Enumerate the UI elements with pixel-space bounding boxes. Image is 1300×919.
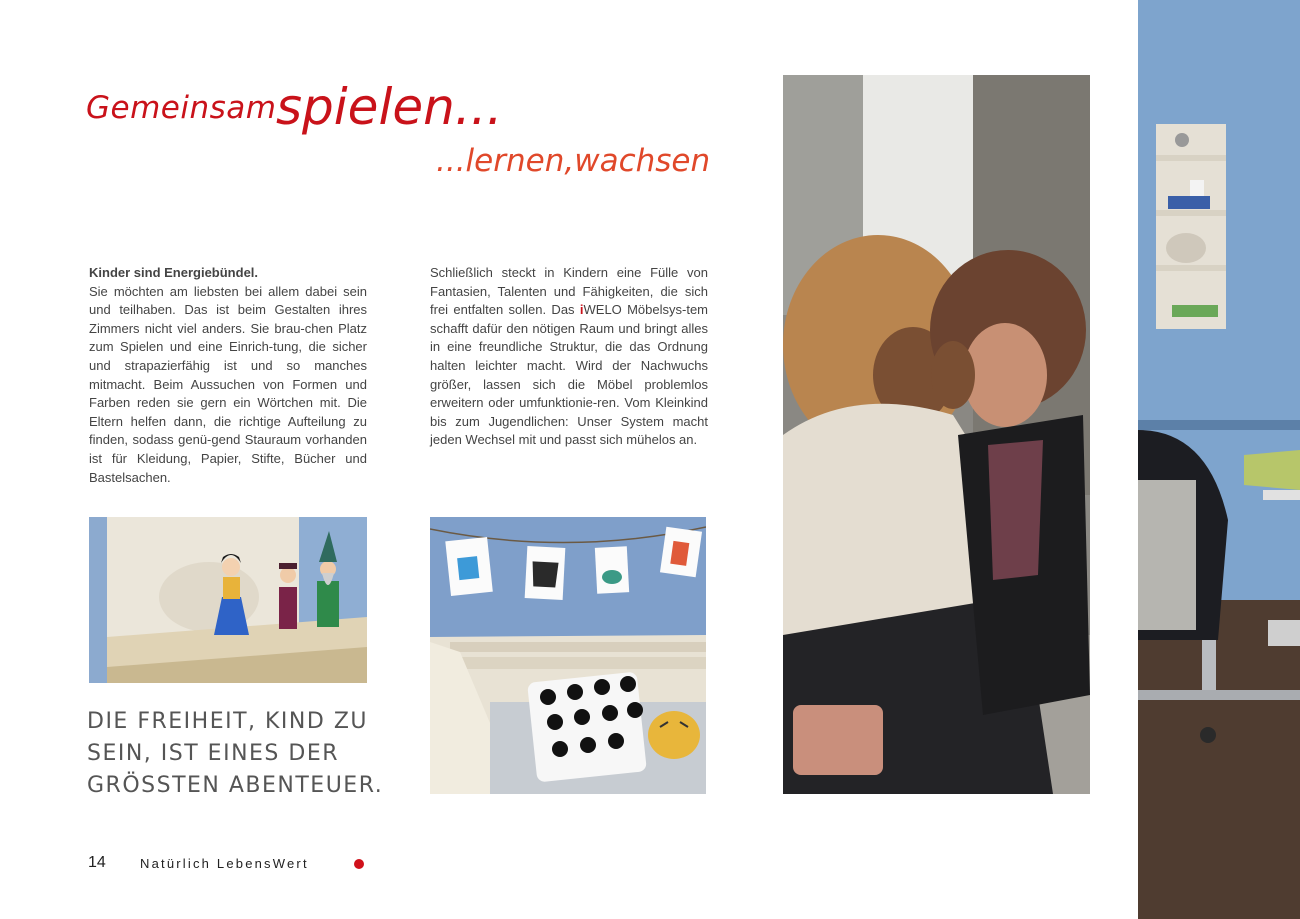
headline-small: Gemeinsam	[86, 90, 277, 126]
body-text-left: Sie möchten am liebsten bei allem dabei sein und teilhaben. Das ist beim Gestalten ihres Zimmers nicht viel anders. Sie brau-chen Platz zum Spielen und eine Einrich-tung, die sicher und strapazierfähig ist und so manches mitmacht. Beim Aussuchen von Formen und Farben reden sie gern ein Wörtchen mit. Die Eltern helfen dann, die richtige Aufteilung zu finden, sodass genü-gend Stauraum vorhanden ist für Kleidung, Papier, Stifte, Bücher und Bastelsachen.	[89, 283, 367, 485]
body-column-left	[89, 264, 367, 487]
headline-sub: ...lernen,wachsen	[436, 143, 711, 179]
page-number: 14	[88, 854, 106, 871]
whispering-illustration	[783, 75, 1090, 794]
photo-toy-figures	[89, 517, 367, 683]
quote-line-1: DIE FREIHEIT, KIND ZU	[87, 709, 368, 734]
photo-bed-drawings	[430, 517, 706, 794]
footer-title: Natürlich LebensWert	[140, 856, 309, 871]
photo-room-edge	[1138, 0, 1300, 919]
feature-quote	[87, 706, 387, 802]
bed-drawings-illustration	[430, 517, 706, 794]
brand-i-letter: i	[579, 302, 584, 318]
body-column-right	[430, 264, 708, 450]
body-text-right	[430, 264, 708, 450]
lead-sentence: Kinder sind Energiebündel.	[89, 265, 259, 280]
tiger-cushion	[648, 711, 700, 759]
headline-big: spielen...	[276, 78, 503, 136]
photo-whispering	[783, 75, 1090, 794]
polka-dot-pillow	[527, 672, 647, 783]
body-text-right-b: WELO Möbelsys-tem schafft dafür den nötigen Raum und bringt alles in eine freundliche Struktur, die das Ordnung halten leichter macht. Wird der Nachwuchs größer, lassen sich die Möbel problemlos erweitern oder umfunktionie-ren. Vom Kleinkind bis zum Jugendlichen: Unser System macht jeden Wechsel mit und passt sich mühelos an.	[430, 302, 708, 448]
body-text-right-a: Schließlich steckt in Kindern eine Fülle von Fantasien, Talenten und Fähigkeiten, die sich frei entfalten sollen. Das	[430, 265, 708, 318]
quote-line-2: SEIN, IST EINES DER	[87, 741, 340, 766]
quote-line-3: GRÖSSTEN ABENTEUER.	[87, 773, 384, 798]
room-edge-illustration	[1138, 0, 1300, 919]
toy-figures-illustration	[89, 517, 367, 683]
red-dot-icon	[354, 859, 364, 869]
